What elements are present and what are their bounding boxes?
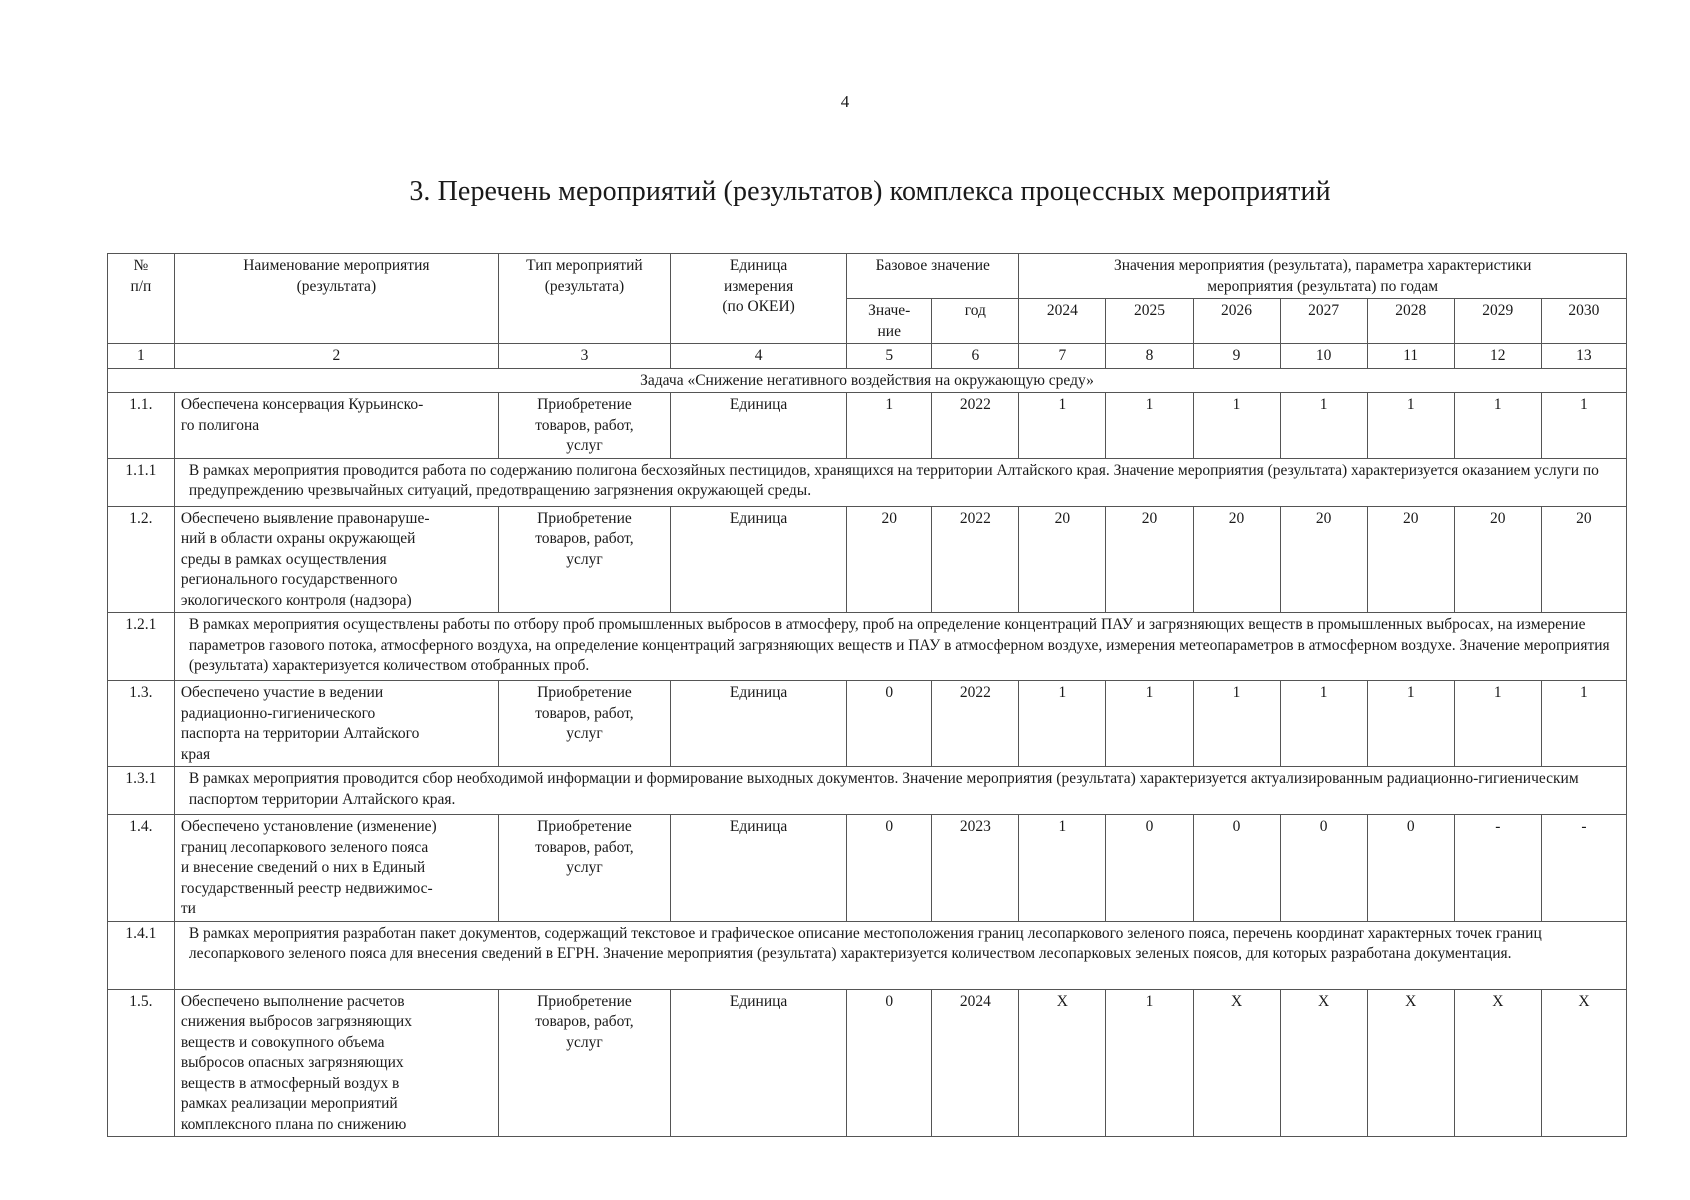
row-year-value: 1 [1106,393,1193,459]
row-year-value: X [1541,989,1626,1137]
row-year-value: 0 [1280,815,1367,922]
row-unit: Единица [671,506,847,613]
row-year-value: X [1193,989,1280,1137]
row-base-year: 2022 [932,393,1019,459]
column-number: 3 [498,344,670,369]
row-name: Обеспечена консервация Курьинско- го полигона [174,393,498,459]
task-heading: Задача «Снижение негативного воздействия на окружающую среду» [108,368,1627,393]
row-num: 1.5. [108,989,175,1137]
row-year-value: 20 [1106,506,1193,613]
description-text: В рамках мероприятия проводится сбор необходимой информации и формирование выходных документов. Значение мероприятия (результата) характеризуется актуализированным радиационно-гигиеническим паспортом территории Алтайского края. [174,767,1626,815]
row-year-value: 20 [1541,506,1626,613]
column-number: 6 [932,344,1019,369]
row-type: Приобретение товаров, работ, услуг [498,393,670,459]
row-base-value: 0 [847,989,932,1137]
row-year-value: 1 [1367,681,1454,767]
row-name: Обеспечено участие в ведении радиационно-гигиенического паспорта на территории Алтайского края [174,681,498,767]
row-year-value: 1 [1541,681,1626,767]
table-row [108,681,1627,767]
row-year-value: 0 [1193,815,1280,922]
row-year-value: 20 [1367,506,1454,613]
description-row [108,921,1627,989]
row-base-year: 2024 [932,989,1019,1137]
row-year-value: 0 [1106,815,1193,922]
row-unit: Единица [671,815,847,922]
activities-table [107,253,1627,1137]
row-year-value: 1 [1367,393,1454,459]
row-year-value: 20 [1193,506,1280,613]
row-year-value: 20 [1454,506,1541,613]
header-year: 2028 [1367,299,1454,344]
row-year-value: 1 [1193,393,1280,459]
row-year-value: 1 [1019,815,1106,922]
row-year-value: - [1541,815,1626,922]
row-base-value: 1 [847,393,932,459]
row-year-value: 20 [1280,506,1367,613]
column-number: 13 [1541,344,1626,369]
row-year-value: X [1454,989,1541,1137]
row-type: Приобретение товаров, работ, услуг [498,506,670,613]
column-number: 2 [174,344,498,369]
row-base-value: 0 [847,681,932,767]
column-number: 5 [847,344,932,369]
column-number: 7 [1019,344,1106,369]
row-year-value: 1 [1106,681,1193,767]
row-type: Приобретение товаров, работ, услуг [498,815,670,922]
row-num: 1.3. [108,681,175,767]
row-num: 1.2. [108,506,175,613]
description-num: 1.4.1 [108,921,175,989]
header-values: Значения мероприятия (результата), параметра характеристики мероприятия (результата) по годам [1019,254,1627,299]
column-number: 10 [1280,344,1367,369]
row-num: 1.1. [108,393,175,459]
header-year: 2024 [1019,299,1106,344]
row-num: 1.4. [108,815,175,922]
header-unit: Единица измерения (по ОКЕИ) [671,254,847,344]
row-year-value: 1 [1193,681,1280,767]
table-row [108,506,1627,613]
row-unit: Единица [671,989,847,1137]
row-year-value: 20 [1019,506,1106,613]
row-year-value: 1 [1454,393,1541,459]
header-num: № п/п [108,254,175,344]
row-year-value: 1 [1280,393,1367,459]
row-name: Обеспечено установление (изменение) границ лесопаркового зеленого пояса и внесение сведений о них в Единый государственный реестр недвижимос- ти [174,815,498,922]
header-year: 2026 [1193,299,1280,344]
header-base-year: год [932,299,1019,344]
description-text: В рамках мероприятия разработан пакет документов, содержащий текстовое и графическое описание местоположения границ лесопаркового зеленого пояса, перечень координат характерных точек границ лесопаркового зеленого пояса для внесения сведений в ЕГРН. Значение мероприятия (результата) характеризуется количеством лесопарковых зеленых поясов, для которых разработана документация. [174,921,1626,989]
header-year: 2025 [1106,299,1193,344]
header-year: 2027 [1280,299,1367,344]
row-type: Приобретение товаров, работ, услуг [498,989,670,1137]
description-num: 1.1.1 [108,458,175,506]
page-number: 4 [840,92,850,111]
table-row [108,989,1627,1137]
header-year: 2029 [1454,299,1541,344]
row-base-year: 2023 [932,815,1019,922]
column-number: 12 [1454,344,1541,369]
description-row [108,767,1627,815]
description-row [108,458,1627,506]
description-num: 1.3.1 [108,767,175,815]
header-name: Наименование мероприятия (результата) [174,254,498,344]
row-base-year: 2022 [932,681,1019,767]
row-year-value: X [1280,989,1367,1137]
page-title: 3. Перечень мероприятий (результатов) комплекса процессных мероприятий [409,176,1331,207]
row-year-value: 1 [1019,393,1106,459]
header-year: 2030 [1541,299,1626,344]
column-number: 9 [1193,344,1280,369]
table-row [108,393,1627,459]
row-unit: Единица [671,681,847,767]
column-number: 4 [671,344,847,369]
header-base: Базовое значение [847,254,1019,299]
column-number: 11 [1367,344,1454,369]
header-type: Тип мероприятий (результата) [498,254,670,344]
column-number: 8 [1106,344,1193,369]
row-year-value: X [1019,989,1106,1137]
row-base-value: 20 [847,506,932,613]
row-year-value: 0 [1367,815,1454,922]
description-text: В рамках мероприятия осуществлены работы по отбору проб промышленных выбросов в атмосферу, проб на определение концентраций ПАУ и загрязняющих веществ в промышленных выбросах, на измерение параметров газового потока, атмосферного воздуха, на определение концентраций загрязняющих веществ и ПАУ в атмосферном воздухе, измерения метеопараметров в атмосферном воздухе. Значение мероприятия (результата) характеризуется количеством отобранных проб. [174,613,1626,681]
row-name: Обеспечено выявление правонаруше- ний в области охраны окружающей среды в рамках осуществления регионального государственного экологического контроля (надзора) [174,506,498,613]
row-type: Приобретение товаров, работ, услуг [498,681,670,767]
row-year-value: 1 [1106,989,1193,1137]
description-row [108,613,1627,681]
row-year-value: 1 [1280,681,1367,767]
row-name: Обеспечено выполнение расчетов снижения выбросов загрязняющих веществ и совокупного объема выбросов опасных загрязняющих веществ в атмосферный воздух в рамках реализации мероприятий комплексного плана по снижению [174,989,498,1137]
row-year-value: 1 [1454,681,1541,767]
description-num: 1.2.1 [108,613,175,681]
row-base-value: 0 [847,815,932,922]
row-year-value: - [1454,815,1541,922]
column-number: 1 [108,344,175,369]
row-unit: Единица [671,393,847,459]
row-year-value: 1 [1541,393,1626,459]
row-base-year: 2022 [932,506,1019,613]
description-text: В рамках мероприятия проводится работа по содержанию полигона бесхозяйных пестицидов, хранящихся на территории Алтайского края. Значение мероприятия (результата) характеризуется оказанием услуги по предупреждению чрезвычайных ситуаций, предотвращению загрязнения окружающей среды. [174,458,1626,506]
row-year-value: X [1367,989,1454,1137]
table-row [108,815,1627,922]
header-base-value: Значе- ние [847,299,932,344]
row-year-value: 1 [1019,681,1106,767]
